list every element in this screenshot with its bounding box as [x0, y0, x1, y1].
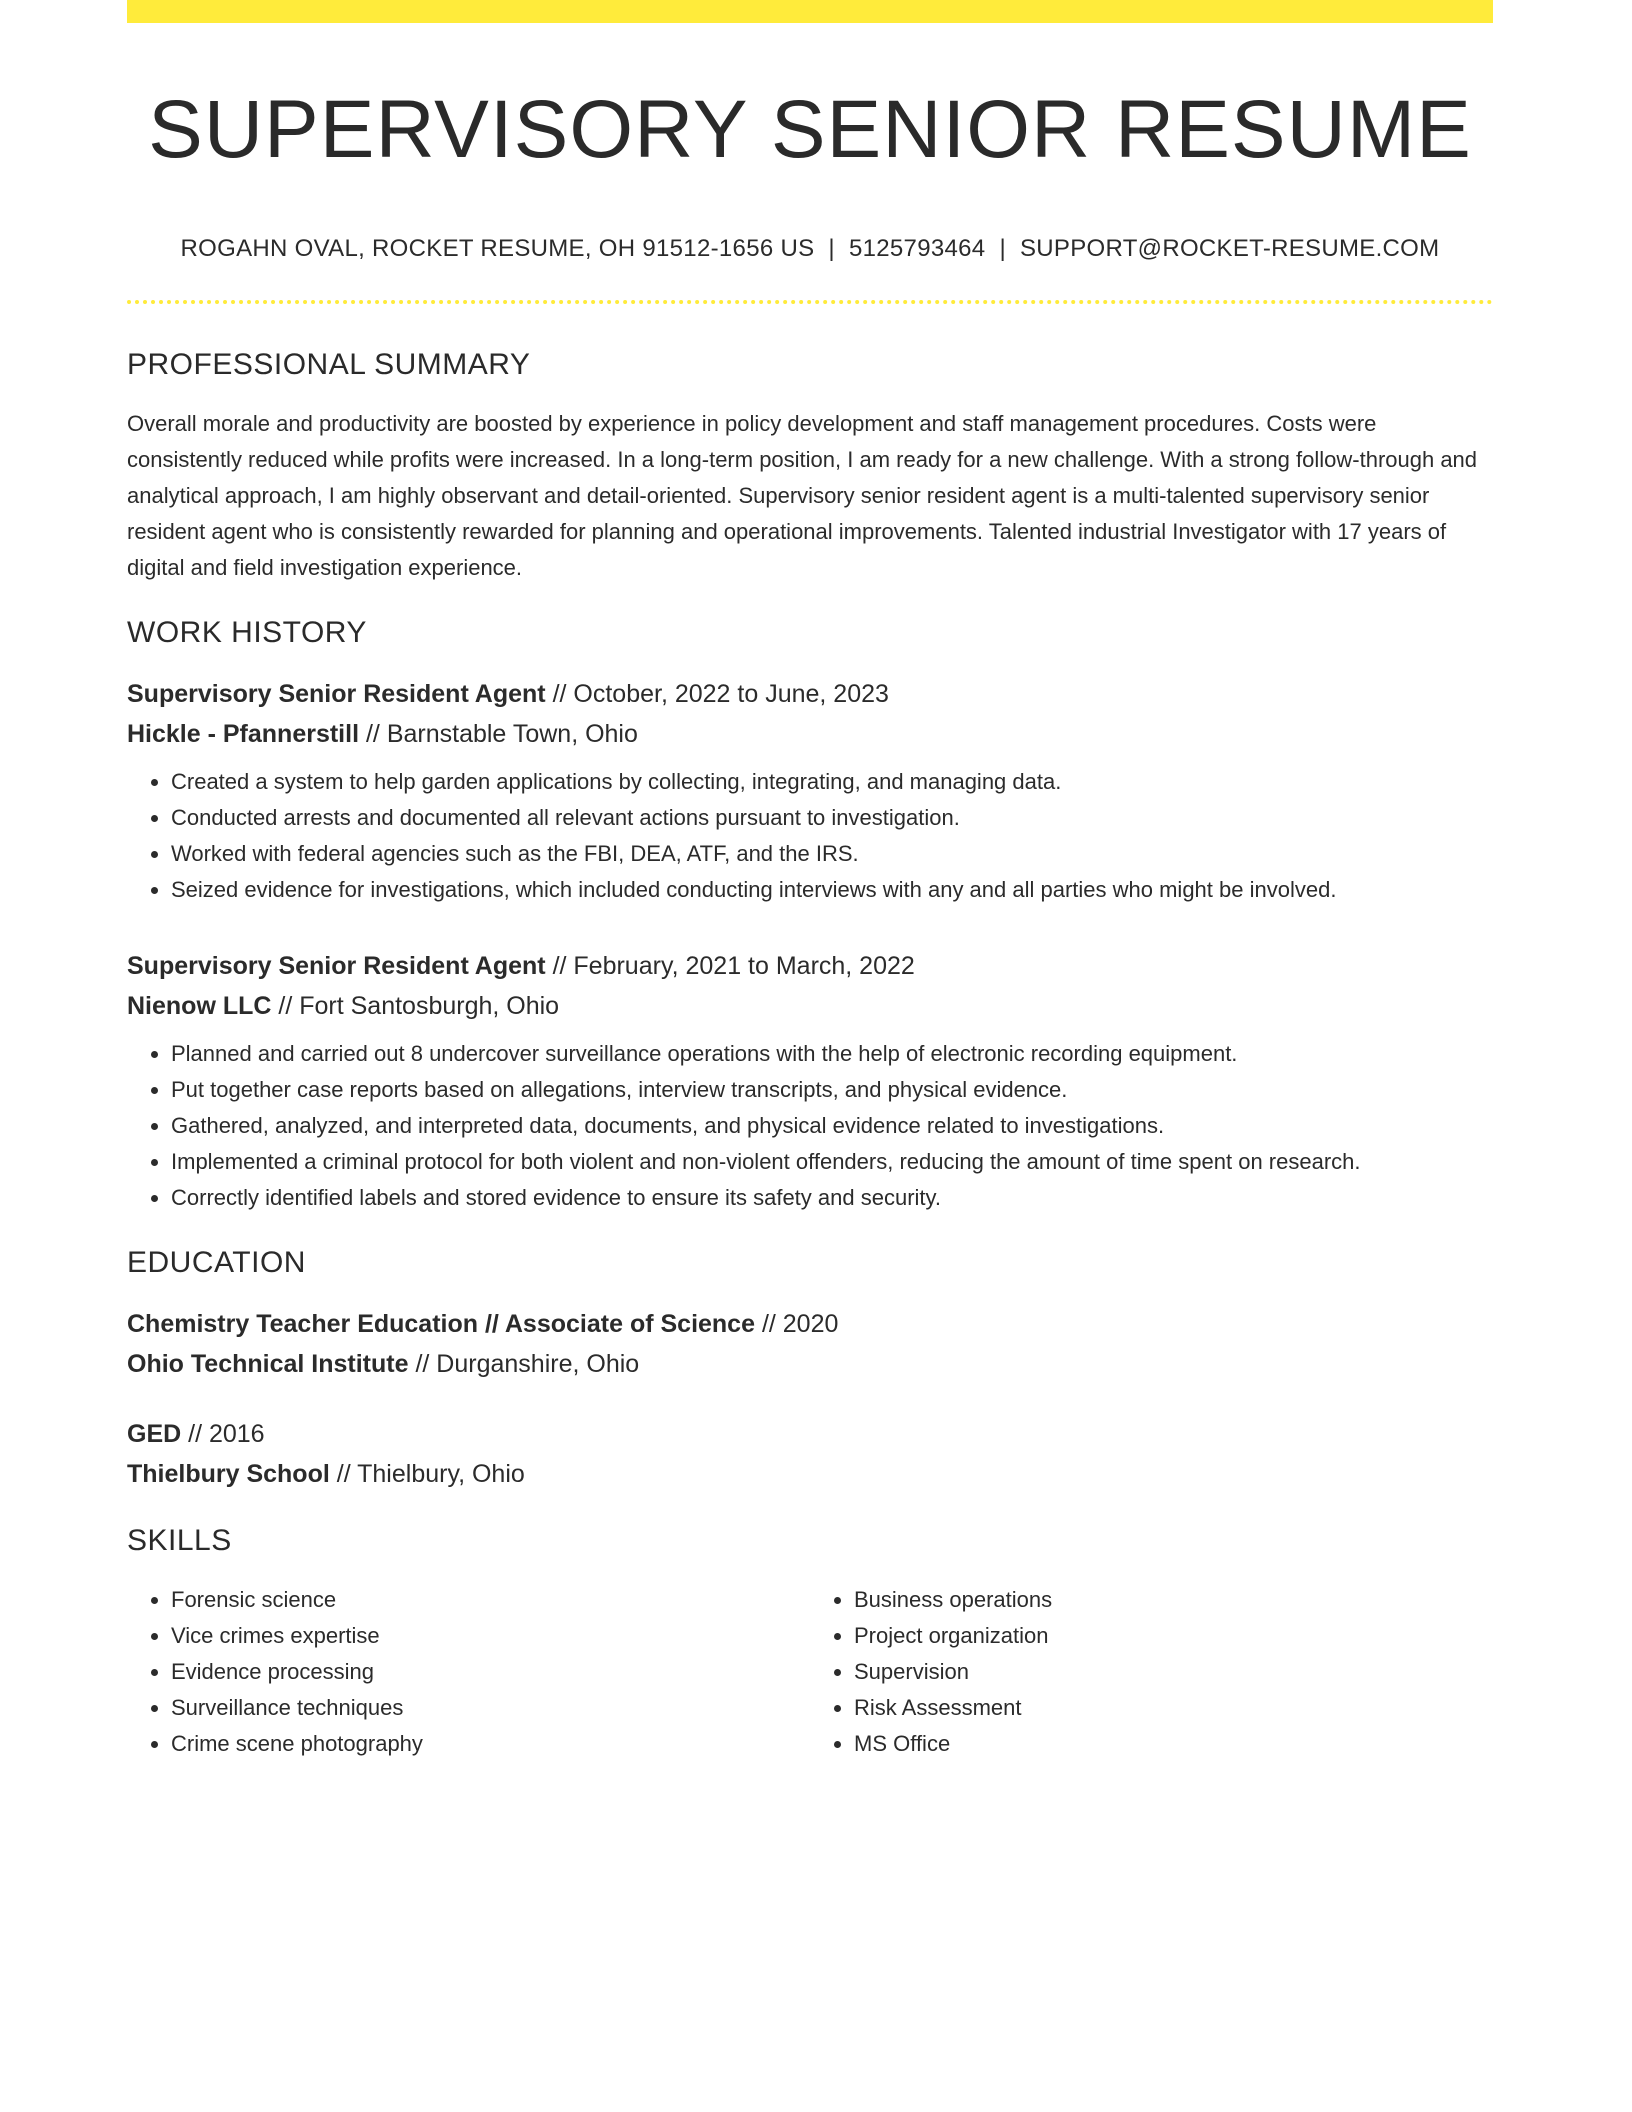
skill-item: • Surveillance techniques [171, 1690, 810, 1726]
education-location: // Thielbury, Ohio [329, 1460, 525, 1489]
job-dates: // February, 2021 to March, 2022 [545, 952, 915, 981]
contact-email: SUPPORT@ROCKET-RESUME.COM [1019, 235, 1440, 263]
contact-separator: | [828, 235, 835, 263]
list-item: • Conducted arrests and documented all relevant actions pursuant to investigation. [171, 800, 1493, 836]
job-entry [127, 946, 1493, 1216]
job-title-line [127, 674, 1493, 714]
job-company-line [127, 714, 1493, 754]
list-item: • Gathered, analyzed, and interpreted data, documents, and physical evidence related to investigations. [171, 1108, 1493, 1144]
list-item: • Implemented a criminal protocol for both violent and non-violent offenders, reducing the amount of time spent on research. [171, 1144, 1493, 1180]
education-school-line [127, 1454, 1493, 1494]
summary-text: Overall morale and productivity are boosted by experience in policy development and staff management procedures. Costs were consistently reduced while profits were increased. In a long-term position, I am ready for a new challenge. With a strong follow-through and analytical approach, I am highly observant and detail-oriented. Supervisory senior resident agent is a multi-talented supervisory senior resident agent who is consistently rewarded for planning and operational improvements. Talented industrial Investigator with 17 years of digital and field investigation experience. [127, 411, 1478, 581]
job-location: // Barnstable Town, Ohio [359, 720, 638, 749]
skills-heading: SKILLS [127, 1524, 232, 1558]
education-school: Ohio Technical Institute [127, 1350, 409, 1379]
contact-separator: | [999, 235, 1006, 263]
accent-top-bar [127, 0, 1493, 23]
contact-phone: 5125793464 [848, 235, 986, 263]
education-degree: GED [127, 1420, 182, 1449]
skill-item: • Business operations [854, 1582, 1493, 1618]
skill-item: • Crime scene photography [171, 1726, 810, 1762]
education-entry [127, 1304, 1493, 1384]
job-company-line [127, 986, 1493, 1026]
education-entry [127, 1414, 1493, 1494]
work-history-heading: WORK HISTORY [127, 616, 367, 650]
skills-list-left [127, 1582, 810, 1762]
skill-item: • Risk Assessment [854, 1690, 1493, 1726]
list-item: • Worked with federal agencies such as the FBI, DEA, ATF, and the IRS. [171, 836, 1493, 872]
skill-item: • MS Office [854, 1726, 1493, 1762]
job-title-line [127, 946, 1493, 986]
resume-page [127, 0, 1493, 1762]
education-degree-line [127, 1414, 1493, 1454]
education-location: // Durganshire, Ohio [408, 1350, 640, 1379]
education-school: Thielbury School [127, 1460, 330, 1489]
contact-line [127, 235, 1493, 263]
job-location: // Fort Santosburgh, Ohio [271, 992, 560, 1021]
skill-item: • Forensic science [171, 1582, 810, 1618]
list-item: • Put together case reports based on allegations, interview transcripts, and physical evidence. [171, 1072, 1493, 1108]
list-item: • Created a system to help garden applications by collecting, integrating, and managing data. [171, 764, 1493, 800]
job-title: Supervisory Senior Resident Agent [127, 680, 546, 709]
skill-item: • Project organization [854, 1618, 1493, 1654]
skill-item: • Evidence processing [171, 1654, 810, 1690]
skill-item: • Supervision [854, 1654, 1493, 1690]
list-item: • Seized evidence for investigations, which included conducting interviews with any and all parties who might be involved. [171, 872, 1493, 908]
job-entry [127, 674, 1493, 908]
job-company: Nienow LLC [127, 992, 272, 1021]
education-year: // 2020 [755, 1310, 839, 1339]
job-company: Hickle - Pfannerstill [127, 720, 360, 749]
education-heading: EDUCATION [127, 1246, 306, 1280]
list-item: • Correctly identified labels and stored evidence to ensure its safety and security. [171, 1180, 1493, 1216]
skill-item: • Vice crimes expertise [171, 1618, 810, 1654]
education-degree: Chemistry Teacher Education // Associate of Science [127, 1310, 755, 1339]
skills-list-right [810, 1582, 1493, 1762]
contact-address: ROGAHN OVAL, ROCKET RESUME, OH 91512-1656 US [180, 235, 815, 263]
dotted-divider [127, 300, 1493, 304]
skills-columns [127, 1582, 1493, 1762]
job-title: Supervisory Senior Resident Agent [127, 952, 546, 981]
education-school-line [127, 1344, 1493, 1384]
list-item: • Planned and carried out 8 undercover surveillance operations with the help of electronic recording equipment. [171, 1036, 1493, 1072]
resume-title: SUPERVISORY SENIOR RESUME [148, 84, 1472, 175]
job-dates: // October, 2022 to June, 2023 [545, 680, 889, 709]
education-year: // 2016 [181, 1420, 265, 1449]
summary-heading: PROFESSIONAL SUMMARY [127, 348, 531, 382]
education-degree-line [127, 1304, 1493, 1344]
job-bullets [127, 764, 1493, 908]
job-bullets [127, 1036, 1493, 1216]
